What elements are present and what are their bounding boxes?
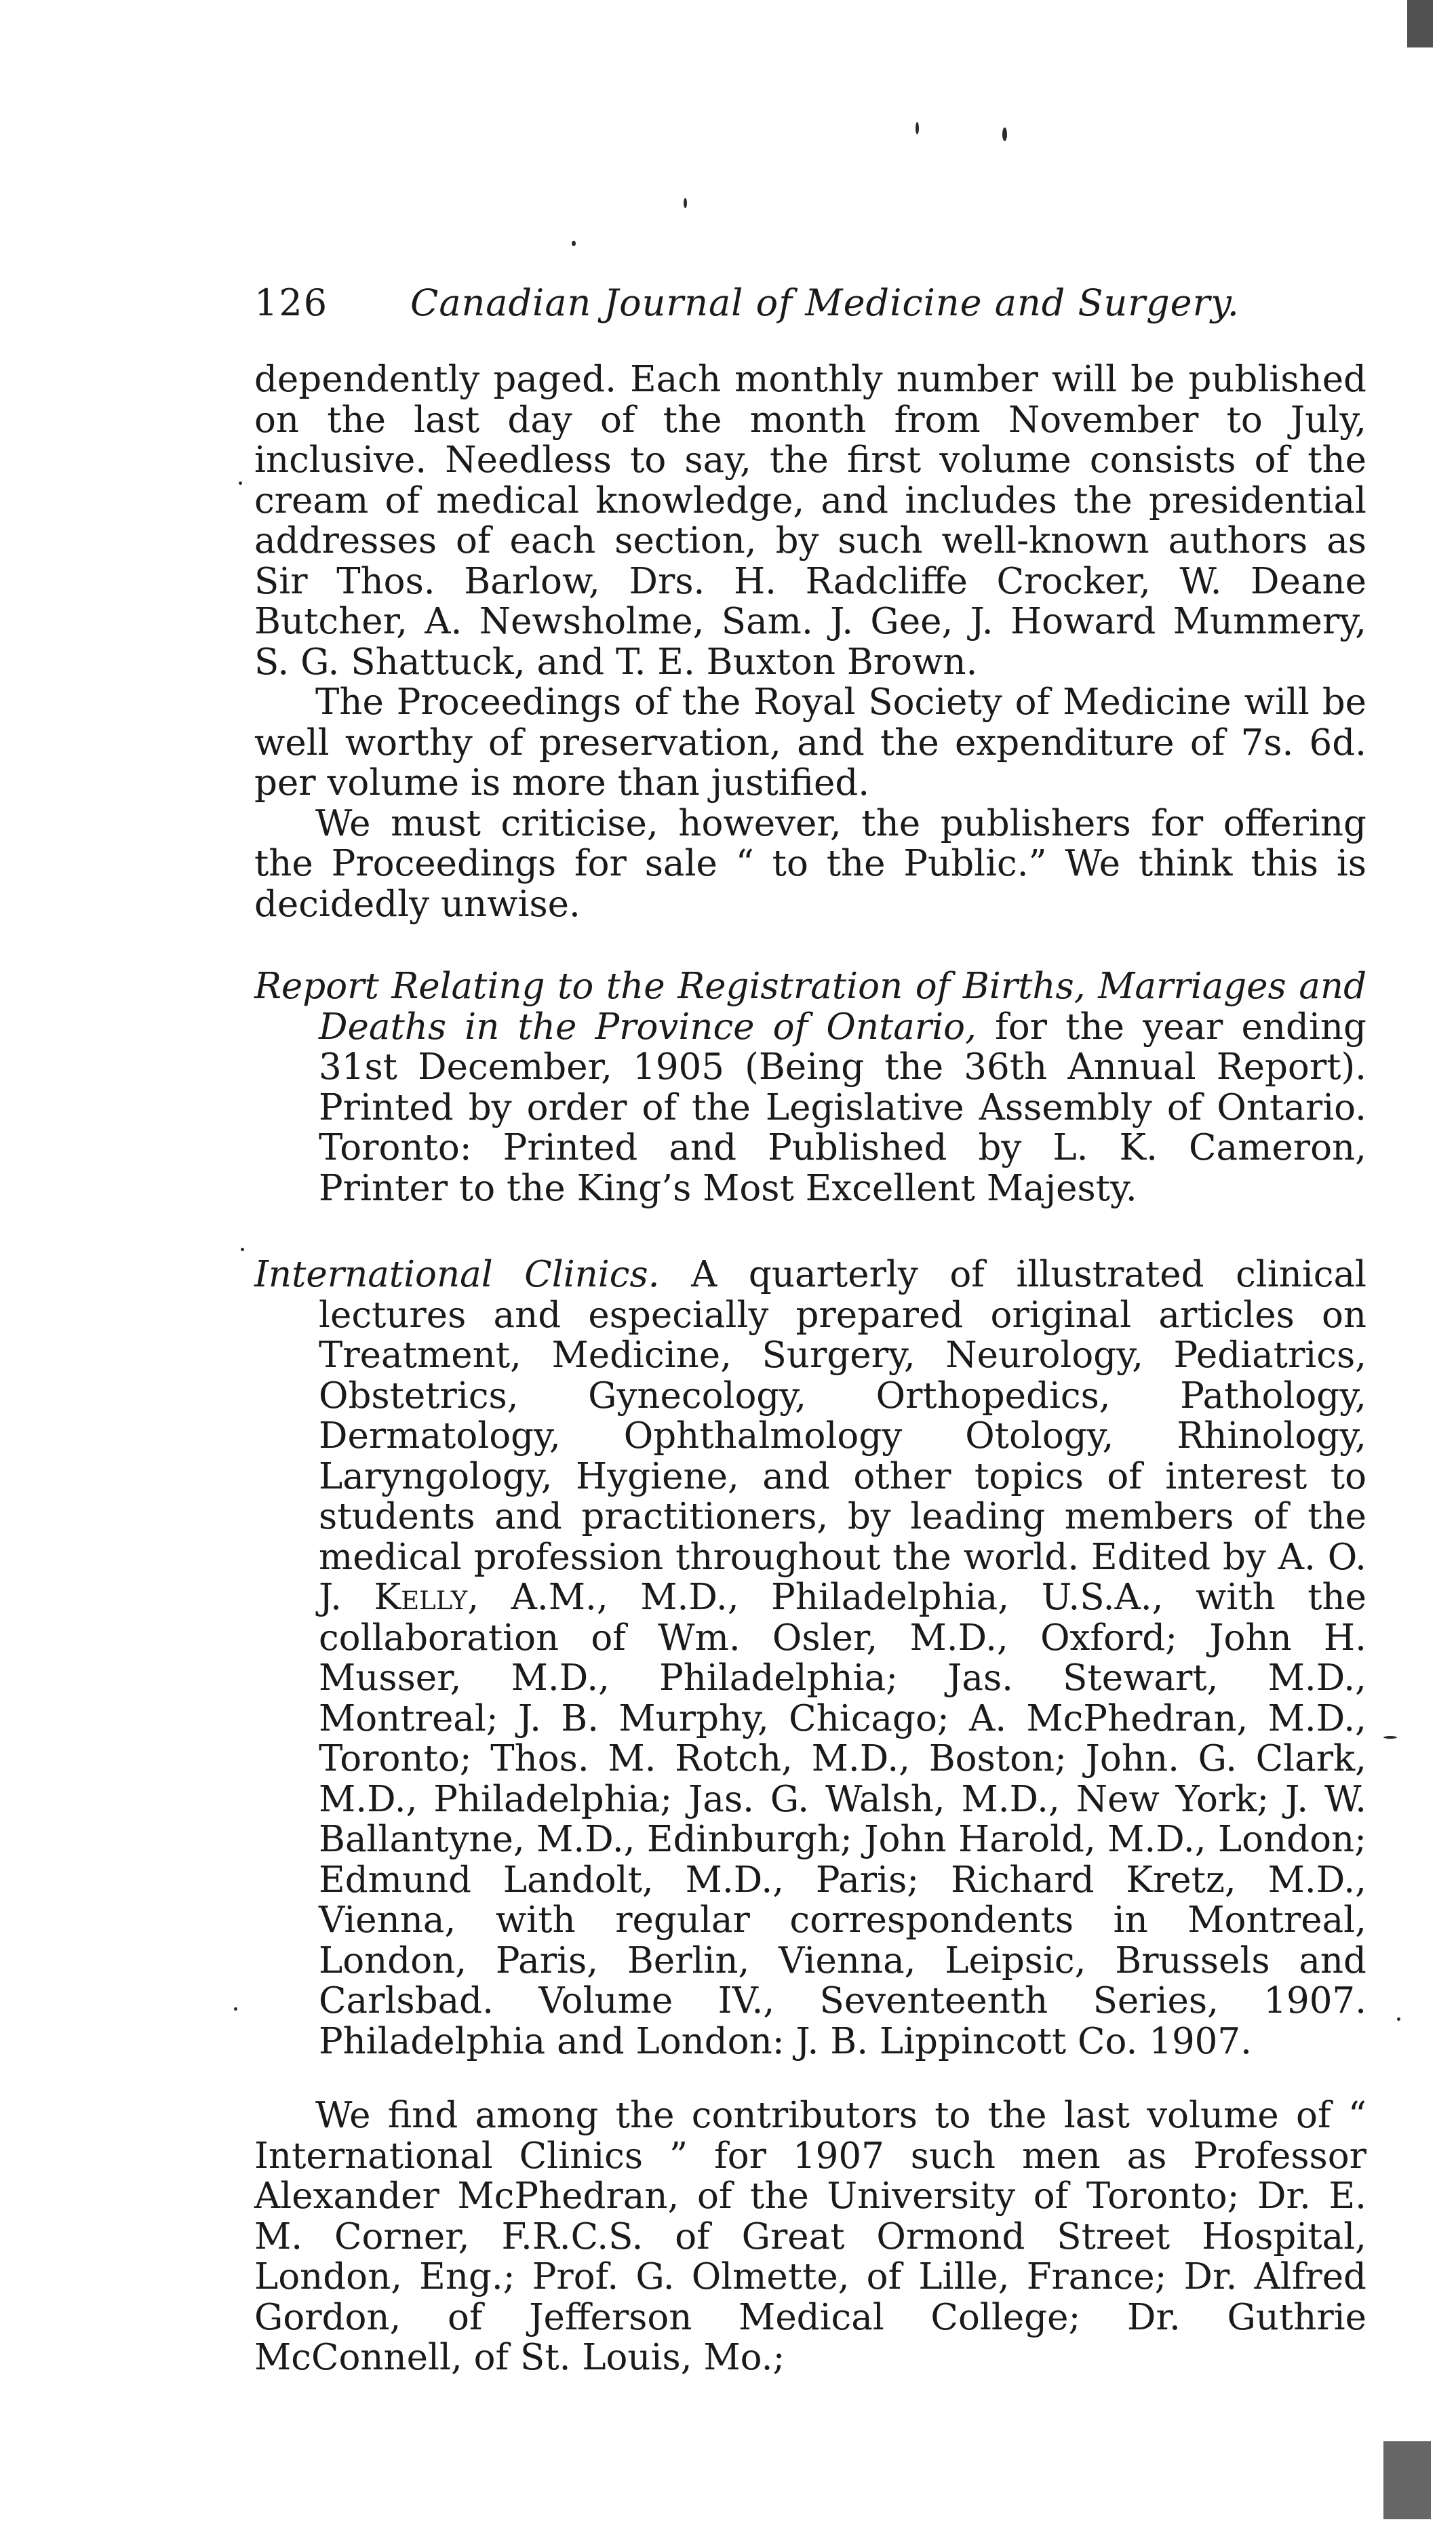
speck	[1002, 127, 1007, 141]
opening-block	[254, 359, 1366, 924]
speck	[572, 241, 576, 246]
paragraph: We must criticise, however, the publishers for offering the Proceedings for sale “ to the Public.” We think this is decidedly unwise.	[254, 802, 1366, 925]
report-title: Report Relating to the Registration of Births, Marriages and Deaths in the Province of Ontario,	[254, 966, 1366, 1048]
clinics-notice	[254, 1255, 1366, 2062]
paragraph: dependently paged. Each monthly number will be published on the last day of the month from November to July, inclusive. Needless to say, the first volume consists of the cream of medical knowledge, and includes the presidential addresses of each section, by such well-known authors as Sir Thos. Barlow, Drs. H. Radcliffe Crocker, W. Deane Butcher, A. Newsholme, Sam. J. Gee, J. Howard Mummery, S. G. Shattuck, and T. E. Buxton Brown.	[254, 359, 1366, 683]
report-notice	[254, 966, 1366, 1208]
scan-mark-bottom-right	[1383, 2441, 1431, 2519]
speck	[234, 2007, 237, 2011]
speck	[239, 481, 242, 485]
speck	[916, 122, 919, 134]
clinics-entry	[254, 1255, 1366, 2062]
clinics-collaborators: , A.M., M.D., Philadelphia, U.S.A., with the collaboration of Wm. Osler, M.D., Oxford; John H. Musser, M.D., Philadelphia; Jas. Stewart, M.D., Montreal; J. B. Murphy, Chicago; A. McPhedran, M.D., Toronto; Thos. M. Rotch, M.D., Boston; John. G. Clark, M.D., Philadelphia; Jas. G. Walsh, M.D., New York; J. W. Ballantyne, M.D., Edinburgh; John Harold, M.D., London; Edmund Landolt, M.D., Paris; Richard Kretz, M.D., Vienna, with regular correspondents in Montreal, London, Paris, Berlin, Vienna, Leipsic, Brussels and Carlsbad. Volume IV., Seventeenth Series, 1907. Philadelphia and London: J. B. Lippincott Co. 1907.	[319, 1577, 1367, 2062]
paragraph: We find among the contributors to the last volume of “ International Clinics ” for 1907 such men as Professor Alexander McPhedran, of the University of Toronto; Dr. E. M. Corner, F.R.C.S. of Great Ormond Street Hospital, London, Eng.; Prof. G. Olmette, of Lille, France; Dr. Alfred Gordon, of Jefferson Medical College; Dr. Guthrie McConnell, of St. Louis, Mo.;	[254, 2095, 1366, 2378]
scan-mark-top-right	[1407, 0, 1433, 47]
closing-block	[254, 2095, 1366, 2378]
running-title: Canadian Journal of Medicine and Surgery.	[410, 281, 1240, 324]
clinics-title: International Clinics.	[254, 1254, 660, 1295]
speck	[1397, 2017, 1400, 2021]
running-header	[254, 281, 1366, 336]
editor-name: Kelly	[374, 1577, 468, 1618]
paragraph: The Proceedings of the Royal Society of Medicine will be well worthy of preservation, and the expenditure of 7s. 6d. per volume is more than justified.	[254, 682, 1366, 804]
page-number: 126	[254, 281, 329, 324]
speck	[241, 1248, 244, 1251]
speck	[1383, 1736, 1397, 1739]
clinics-description: A quarterly of illustrated clinical lectures and especially prepared original articles on Treatment, Medicine, Surgery, Neurology, Pediatrics, Obstetrics, Gynecology, Orthopedics, Pathology, Dermatology, Ophthalmology Otology, Rhinology, Laryngology, Hygiene, and other topics of interest to students and practitioners, by leading members of the medical profession throughout the world. Edited by A. O. J.	[319, 1254, 1366, 1618]
speck	[684, 198, 687, 208]
report-entry	[254, 966, 1366, 1208]
report-details: for the year ending 31st December, 1905 (Being the 36th Annual Report). Printed by order of the Legislative Assembly of Ontario. Toronto: Printed and Published by L. K. Cameron, Printer to the King’s Most Excellent Majesty.	[319, 1006, 1366, 1209]
